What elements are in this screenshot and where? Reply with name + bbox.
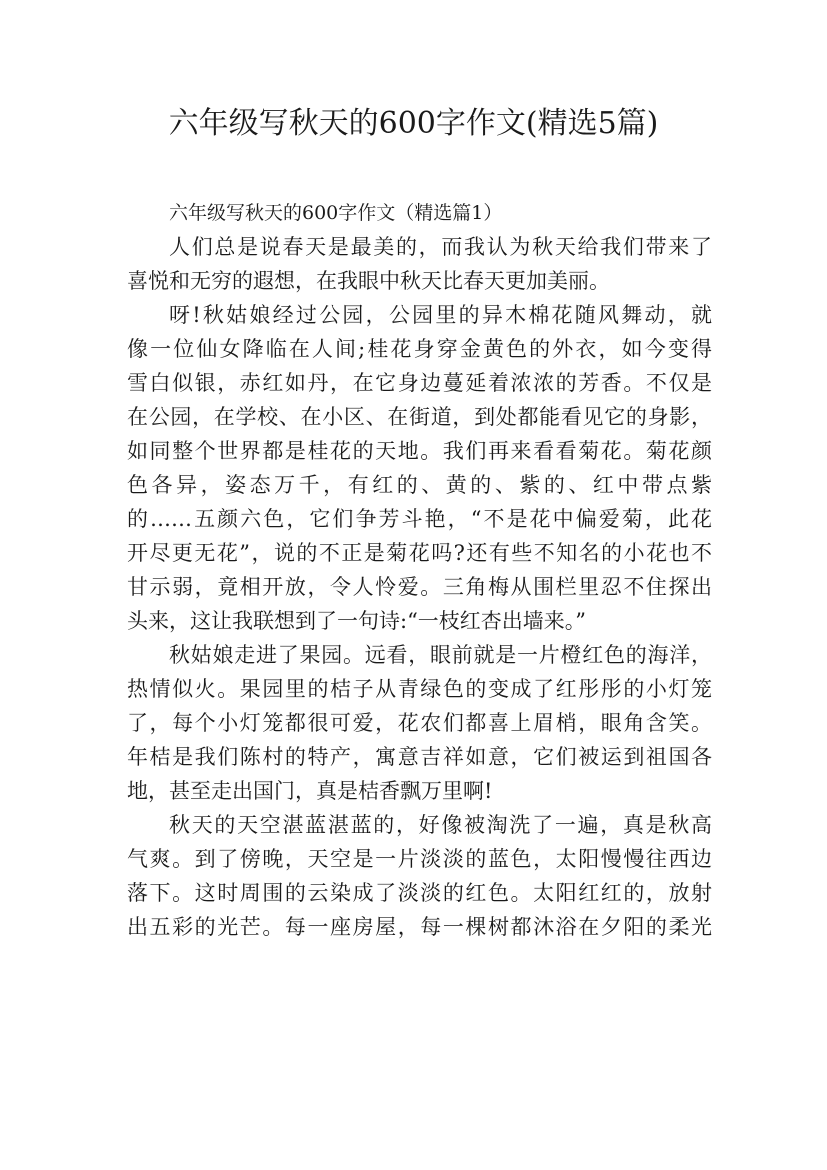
section-subtitle: 六年级写秋天的600字作文（精选篇1） <box>169 202 503 224</box>
text-line: 秋天的天空湛蓝湛蓝的，好像被淘洗了一遍，真是秋高 <box>169 813 712 837</box>
text-line: 雪白似银，赤红如丹，在它身边蔓延着浓浓的芳香。不仅是 <box>127 371 712 395</box>
text-line: 热情似火。果园里的桔子从青绿色的变成了红彤彤的小灯笼 <box>127 677 712 701</box>
paragraph-1 <box>127 230 712 298</box>
text-line: 落下。这时周围的云染成了淡淡的红色。太阳红红的，放射 <box>127 881 712 905</box>
text-line: 像一位仙女降临在人间;桂花身穿金黄色的外衣，如今变得 <box>127 337 712 361</box>
text-line: 的……五颜六色，它们争芳斗艳，“不是花中偏爱菊，此花 <box>127 507 712 531</box>
text-line: 秋姑娘走进了果园。远看，眼前就是一片橙红色的海洋， <box>169 643 712 667</box>
text-line: 开尽更无花”，说的不正是菊花吗?还有些不知名的小花也不 <box>127 541 712 565</box>
text-line: 年桔是我们陈村的特产，寓意吉祥如意，它们被运到祖国各 <box>127 745 712 769</box>
text-line: 如同整个世界都是桂花的天地。我们再来看看菊花。菊花颜 <box>127 439 712 463</box>
text-line: 地，甚至走出国门，真是桔香飘万里啊! <box>127 779 493 803</box>
text-line: 气爽。到了傍晚，天空是一片淡淡的蓝色，太阳慢慢往西边 <box>127 847 712 871</box>
text-line: 甘示弱，竟相开放，令人怜爱。三角梅从围栏里忍不住探出 <box>127 575 712 599</box>
paragraph-3 <box>127 638 712 808</box>
text-line: 呀!秋姑娘经过公园，公园里的异木棉花随风舞动，就 <box>169 303 712 327</box>
text-line: 头来，这让我联想到了一句诗:“一枝红杏出墙来。” <box>127 609 587 633</box>
paragraph-2 <box>127 298 712 638</box>
text-line: 在公园，在学校、在小区、在街道，到处都能看见它的身影， <box>127 405 712 429</box>
document-body <box>127 196 712 944</box>
text-line: 色各异，姿态万千，有红的、黄的、紫的、红中带点紫 <box>127 473 712 497</box>
text-line: 出五彩的光芒。每一座房屋，每一棵树都沐浴在夕阳的柔光 <box>127 915 712 939</box>
text-line: 喜悦和无穷的遐想，在我眼中秋天比春天更加美丽。 <box>127 269 610 293</box>
paragraph-4 <box>127 808 712 944</box>
document-title: 六年级写秋天的600字作文(精选5篇) <box>168 106 659 141</box>
text-line: 了，每个小灯笼都很可爱，花农们都喜上眉梢，眼角含笑。 <box>127 711 712 735</box>
text-line: 人们总是说春天是最美的，而我认为秋天给我们带来了 <box>169 235 712 259</box>
